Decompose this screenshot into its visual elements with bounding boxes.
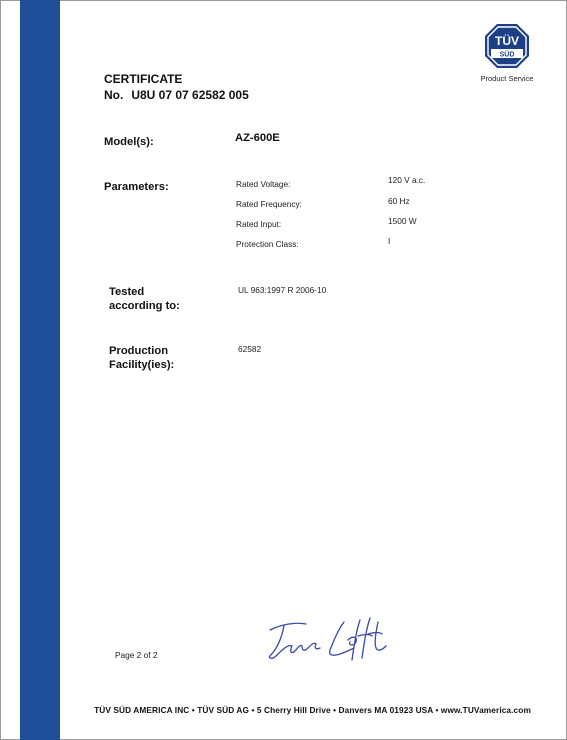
param-name: Rated Input:: [236, 219, 282, 229]
param-value: I: [388, 236, 391, 246]
side-band: [20, 0, 77, 740]
logo-caption: Product Service: [480, 74, 534, 83]
tuv-logo-icon: [483, 22, 531, 70]
logo-mark: TÜV: [495, 34, 519, 48]
param-name: Rated Frequency:: [236, 199, 302, 209]
certificate-number: U8U 07 07 62582 005: [131, 88, 249, 102]
param-value: 60 Hz: [388, 196, 410, 206]
production-value: 62582: [238, 344, 262, 354]
production-label-line1: Production: [109, 345, 169, 357]
side-band-text: ZERTIFIKAT • CERTIFICATE • 認証書 • СЕРТИФИКАТ • CERTIFICADO • CERTIFICAT: [62, 150, 77, 712]
tested-value: UL 963:1997 R 2006-10: [238, 285, 327, 295]
production-label-line2: Facility(ies):: [109, 359, 175, 371]
certificate-no-label: No.: [104, 88, 124, 102]
production-label: [109, 344, 174, 372]
param-name: Rated Voltage:: [236, 179, 291, 189]
param-value: 120 V a.c.: [388, 175, 426, 185]
param-value: 1500 W: [388, 216, 417, 226]
tested-label: [109, 285, 180, 313]
logo-sub: SÜD: [499, 51, 515, 59]
certificate-title: CERTIFICATE: [104, 72, 183, 86]
footer-address: TÜV SÜD AMERICA INC • TÜV SÜD AG • 5 Cherry Hill Drive • Danvers MA 01923 USA • www.TUVamerica.com: [94, 705, 531, 715]
param-name: Protection Class:: [236, 239, 299, 249]
tested-label-line2: according to:: [109, 300, 180, 312]
certificate-number-line: [104, 88, 249, 102]
page-number: Page 2 of 2: [115, 650, 158, 660]
parameters-label: Parameters:: [104, 181, 169, 193]
signature: [262, 610, 404, 666]
model-value: AZ-600E: [235, 132, 280, 144]
model-label: Model(s):: [104, 136, 154, 148]
tested-label-line1: Tested: [109, 286, 145, 298]
